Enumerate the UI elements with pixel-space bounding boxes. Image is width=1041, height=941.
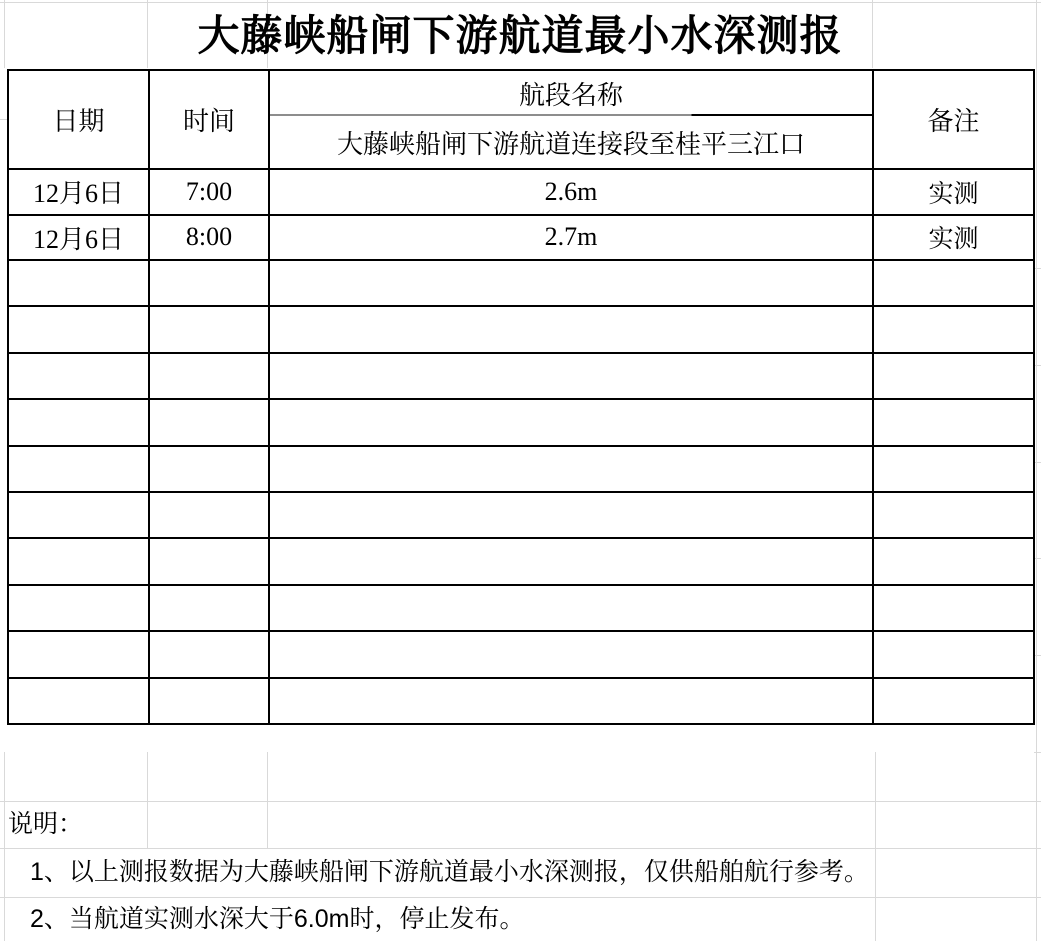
- cell-depth: 2.6m: [269, 169, 873, 215]
- cell-remark: [873, 678, 1034, 724]
- table-row: [8, 678, 1034, 724]
- cell-depth: [269, 306, 873, 352]
- notes-label: 说明：: [8, 810, 84, 838]
- cell-date: 12月6日: [8, 215, 149, 261]
- header-row-1: [8, 70, 1034, 116]
- cell-time: [149, 538, 269, 584]
- col-header-date: 日期: [8, 70, 149, 169]
- note-line-2: 2、当航道实测水深大于6.0m时，停止发布。: [30, 905, 525, 933]
- cell-time: [149, 446, 269, 492]
- grid-line: [875, 752, 876, 941]
- water-depth-table: [7, 69, 1035, 725]
- cell-date: [8, 446, 149, 492]
- cell-depth: [269, 399, 873, 445]
- cell-time: [149, 260, 269, 306]
- cell-remark: [873, 631, 1034, 677]
- segment-group-label: 航段名称: [518, 80, 623, 110]
- cell-remark: [873, 585, 1034, 631]
- col-header-segment-name: 大藤峡船闸下游航道连接段至桂平三江口: [269, 116, 873, 169]
- grid-line: [1034, 655, 1041, 656]
- table-row: [8, 446, 1034, 492]
- grid-line: [1034, 558, 1041, 559]
- table-row: [8, 538, 1034, 584]
- cell-depth: [269, 260, 873, 306]
- grid-line: [0, 119, 7, 120]
- cell-remark: [873, 538, 1034, 584]
- grid-line: [0, 801, 1041, 802]
- cell-depth: [269, 585, 873, 631]
- table-row: [8, 631, 1034, 677]
- table-row: [8, 260, 1034, 306]
- table-row: [8, 492, 1034, 538]
- grid-line: [147, 752, 148, 848]
- cell-depth: 2.7m: [269, 215, 873, 261]
- table-row: [8, 399, 1034, 445]
- cell-date: [8, 353, 149, 399]
- col-header-segment-group: [269, 70, 873, 116]
- cell-date: [8, 492, 149, 538]
- note-line-1: 1、以上测报数据为大藤峡船闸下游航道最小水深测报，仅供船舶航行参考。: [30, 858, 869, 886]
- cell-depth: [269, 492, 873, 538]
- cell-remark: [873, 399, 1034, 445]
- col-header-time: 时间: [149, 70, 269, 169]
- cell-time: [149, 353, 269, 399]
- cell-time: [149, 585, 269, 631]
- cell-remark: [873, 306, 1034, 352]
- cell-depth: [269, 538, 873, 584]
- table-row: [8, 585, 1034, 631]
- grid-line: [4, 0, 5, 68]
- cell-depth: [269, 631, 873, 677]
- grid-line: [1034, 752, 1041, 753]
- cell-date: [8, 678, 149, 724]
- segment-header-divider: [270, 114, 872, 116]
- cell-time: [149, 678, 269, 724]
- cell-time: 8:00: [149, 215, 269, 261]
- report-title: 大藤峡船闸下游航道最小水深测报: [197, 12, 843, 59]
- cell-time: 7:00: [149, 169, 269, 215]
- grid-line: [4, 752, 5, 941]
- cell-time: [149, 492, 269, 538]
- cell-date: 12月6日: [8, 169, 149, 215]
- cell-remark: [873, 446, 1034, 492]
- cell-date: [8, 306, 149, 352]
- grid-line: [1034, 268, 1041, 269]
- table-row: [8, 353, 1034, 399]
- cell-date: [8, 260, 149, 306]
- table-row: [8, 169, 1034, 215]
- cell-date: [8, 585, 149, 631]
- cell-depth: [269, 446, 873, 492]
- grid-line: [1034, 462, 1041, 463]
- cell-remark: 实测: [873, 215, 1034, 261]
- cell-date: [8, 538, 149, 584]
- col-header-remark: 备注: [873, 70, 1034, 169]
- cell-depth: [269, 678, 873, 724]
- cell-date: [8, 631, 149, 677]
- grid-line: [267, 752, 268, 848]
- cell-date: [8, 399, 149, 445]
- cell-time: [149, 399, 269, 445]
- cell-time: [149, 631, 269, 677]
- grid-line: [1034, 365, 1041, 366]
- cell-remark: [873, 492, 1034, 538]
- cell-time: [149, 306, 269, 352]
- cell-depth: [269, 353, 873, 399]
- cell-remark: 实测: [873, 169, 1034, 215]
- table-row: [8, 215, 1034, 261]
- grid-line: [1036, 0, 1037, 941]
- cell-remark: [873, 353, 1034, 399]
- cell-remark: [873, 260, 1034, 306]
- table-row: [8, 306, 1034, 352]
